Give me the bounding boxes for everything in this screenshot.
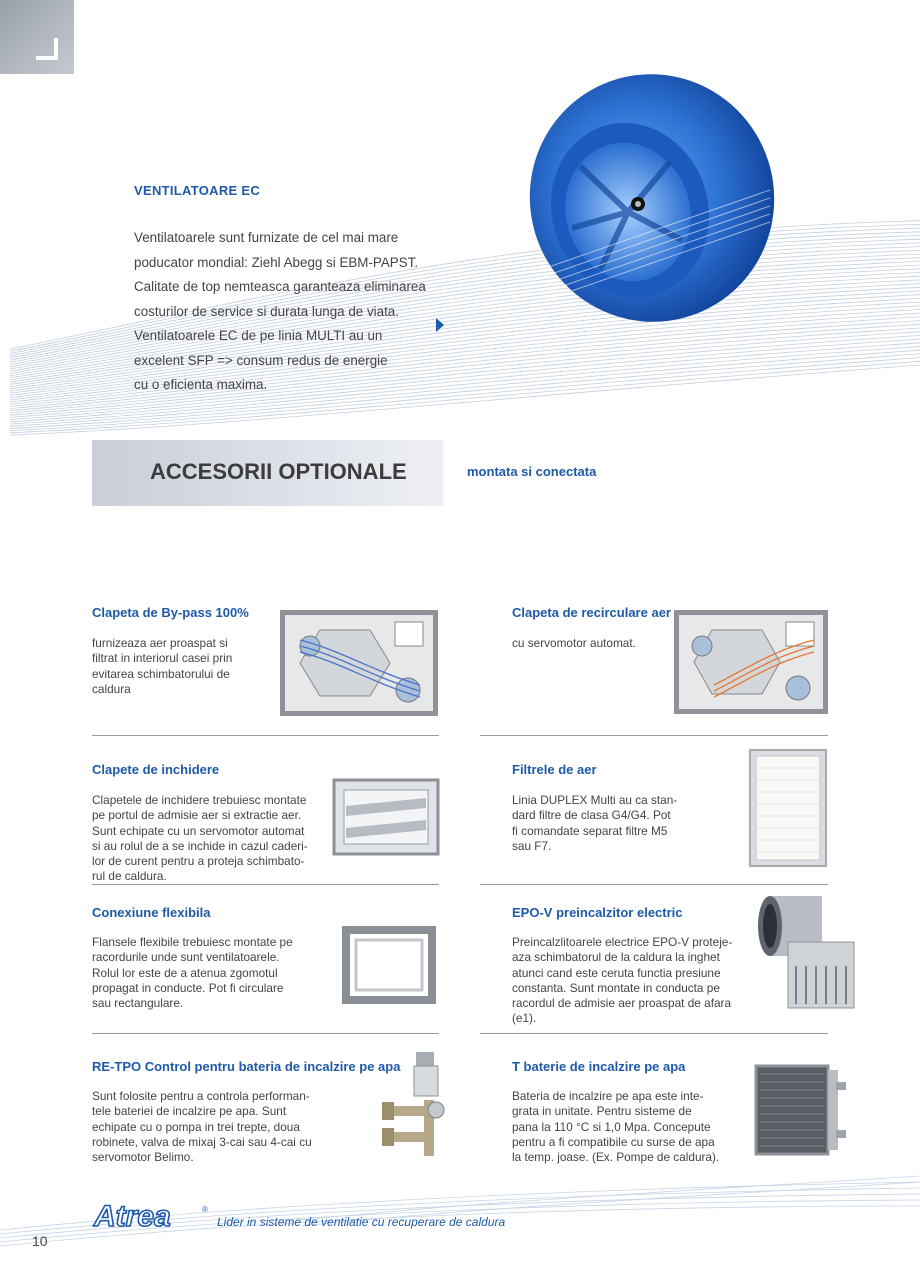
- item-text-air-filters: [512, 793, 677, 854]
- corner-mark: [0, 0, 74, 74]
- item-text-recirculation: [512, 636, 636, 651]
- text-line: pana la 110 °C si 1,0 Mpa. Concepute: [512, 1119, 711, 1134]
- item-title-shutoff-dampers: Clapete de inchidere: [92, 762, 220, 777]
- atrea-logo-graphic: [92, 1200, 212, 1234]
- text-line: Preincalzlitoarele electrice EPO-V proteje-: [512, 935, 733, 949]
- text-line: dard filtre de clasa G4/G4. Pot: [512, 808, 671, 823]
- item-title-re-tpo-control: RE-TPO Control pentru bateria de incalzire pe apa: [92, 1059, 401, 1074]
- text-line: (e1).: [512, 1011, 537, 1026]
- intro-paragraph: [134, 226, 444, 398]
- divider: [480, 1033, 828, 1034]
- item-title-recirculation: Clapeta de recirculare aer: [512, 605, 671, 620]
- flexible-connection-image: [340, 924, 438, 1006]
- text-line: fi comandate separat filtre M5: [512, 823, 668, 838]
- item-title-bypass: Clapeta de By-pass 100%: [92, 605, 249, 620]
- text-line: cu servomotor automat.: [512, 636, 636, 650]
- text-line: caldura: [92, 681, 131, 696]
- divider: [92, 735, 439, 736]
- text-line: Linia DUPLEX Multi au ca stan-: [512, 793, 678, 807]
- intro-title: VENTILATOARE EC: [134, 183, 261, 198]
- section-title: ACCESORII OPTIONALE: [150, 459, 407, 484]
- footer-slogan: Lider in sisteme de ventilatie cu recuperare de caldura: [217, 1215, 506, 1229]
- ec-fan-illustration: [520, 70, 780, 340]
- intro-line: poducator mondial: Ziehl Abegg si EBM-PAPST.: [134, 254, 419, 270]
- registered-mark: ®: [202, 1205, 208, 1214]
- text-line: Clapetele de inchidere trebuiesc montate: [92, 793, 307, 807]
- text-line: evitarea schimbatorului de: [92, 666, 230, 681]
- text-line: si au rolul de a se inchide in cazul caderi-: [92, 838, 308, 853]
- divider: [480, 884, 828, 885]
- shutoff-damper-image: [332, 778, 440, 856]
- text-line: la temp. joase. (Ex. Pompe de caldura).: [512, 1150, 720, 1165]
- text-line: echipate cu o pompa in trei trepte, doua: [92, 1119, 300, 1134]
- air-filter-image: [748, 748, 830, 870]
- text-line: furnizeaza aer proaspat si: [92, 636, 228, 650]
- text-line: aza schimbatorul de la caldura la inghet: [512, 950, 720, 965]
- text-line: Rolul lor este de a atenua zgomotul: [92, 965, 278, 980]
- logo-text: Atrea: [94, 1200, 171, 1233]
- re-tpo-control-image: [374, 1050, 470, 1160]
- page-number: 10: [32, 1233, 48, 1249]
- text-line: racordurile unde sunt ventilatoarele.: [92, 950, 280, 965]
- item-text-water-heating-coil: [512, 1089, 719, 1165]
- corner-bracket-icon: [0, 0, 74, 74]
- item-title-air-filters: Filtrele de aer: [512, 762, 597, 777]
- recirculation-unit-image: [674, 610, 828, 714]
- intro-line: costurilor de service si durata lunga de viata.: [134, 303, 399, 319]
- text-line: filtrat in interiorul casei prin: [92, 651, 233, 666]
- text-line: Sunt folosite pentru a controla performan-: [92, 1089, 310, 1103]
- epo-v-preheater-image: [752, 890, 862, 1014]
- text-line: constanta. Sunt montate in conducta pe: [512, 980, 720, 995]
- intro-line: cu o eficienta maxima.: [134, 377, 268, 392]
- text-line: Sunt echipate cu un servomotor automat: [92, 823, 305, 838]
- text-line: Flansele flexibile trebuiesc montate pe: [92, 935, 293, 949]
- text-line: tele bateriei de incalzire pe apa. Sunt: [92, 1104, 287, 1119]
- item-title-epo-v-preheater: EPO-V preincalzitor electric: [512, 905, 683, 920]
- item-text-shutoff-dampers: [92, 793, 308, 885]
- divider: [480, 735, 828, 736]
- text-line: propagat in conducte. Pot fi circulare: [92, 980, 284, 995]
- text-line: pentru a fi compatibile cu surse de apa: [512, 1134, 715, 1149]
- item-text-flexible-connection: [92, 935, 293, 1011]
- bypass-unit-image: [280, 610, 438, 716]
- item-text-re-tpo-control: [92, 1089, 312, 1165]
- text-line: pe portul de admisie aer si extractie aer.: [92, 808, 302, 823]
- item-title-flexible-connection: Conexiune flexibila: [92, 905, 211, 920]
- intro-line: Calitate de top nemteasca garanteaza eliminarea: [134, 279, 426, 294]
- text-line: rul de caldura.: [92, 869, 167, 884]
- divider: [92, 1033, 439, 1034]
- text-line: servomotor Belimo.: [92, 1150, 194, 1165]
- text-line: robinete, valva de mixaj 3-cai sau 4-cai cu: [92, 1134, 312, 1149]
- text-line: Bateria de incalzire pe apa este inte-: [512, 1089, 704, 1103]
- intro-line: Ventilatoarele EC de pe linia MULTI au un: [134, 328, 383, 343]
- item-title-water-heating-coil: T baterie de incalzire pe apa: [512, 1059, 686, 1074]
- item-text-bypass: [92, 636, 232, 697]
- divider: [92, 884, 439, 885]
- text-line: atunci cand este ceruta functia presiune: [512, 965, 721, 980]
- text-line: lor de curent pentru a proteja schimbato-: [92, 854, 305, 869]
- item-text-epo-v-preheater: [512, 935, 732, 1027]
- text-line: racordul de admisie aer proaspat de afara: [512, 996, 732, 1011]
- text-line: grata in unitate. Pentru sisteme de: [512, 1104, 692, 1119]
- triangle-arrow-icon: [436, 318, 444, 332]
- intro-line: Ventilatoarele sunt furnizate de cel mai mare: [134, 230, 399, 245]
- text-line: sau rectangulare.: [92, 996, 184, 1011]
- section-subtitle: montata si conectata: [467, 464, 597, 479]
- text-line: sau F7.: [512, 838, 552, 853]
- intro-line: excelent SFP => consum redus de energie: [134, 352, 388, 368]
- atrea-logo: [92, 1200, 212, 1239]
- water-heating-coil-image: [752, 1060, 848, 1160]
